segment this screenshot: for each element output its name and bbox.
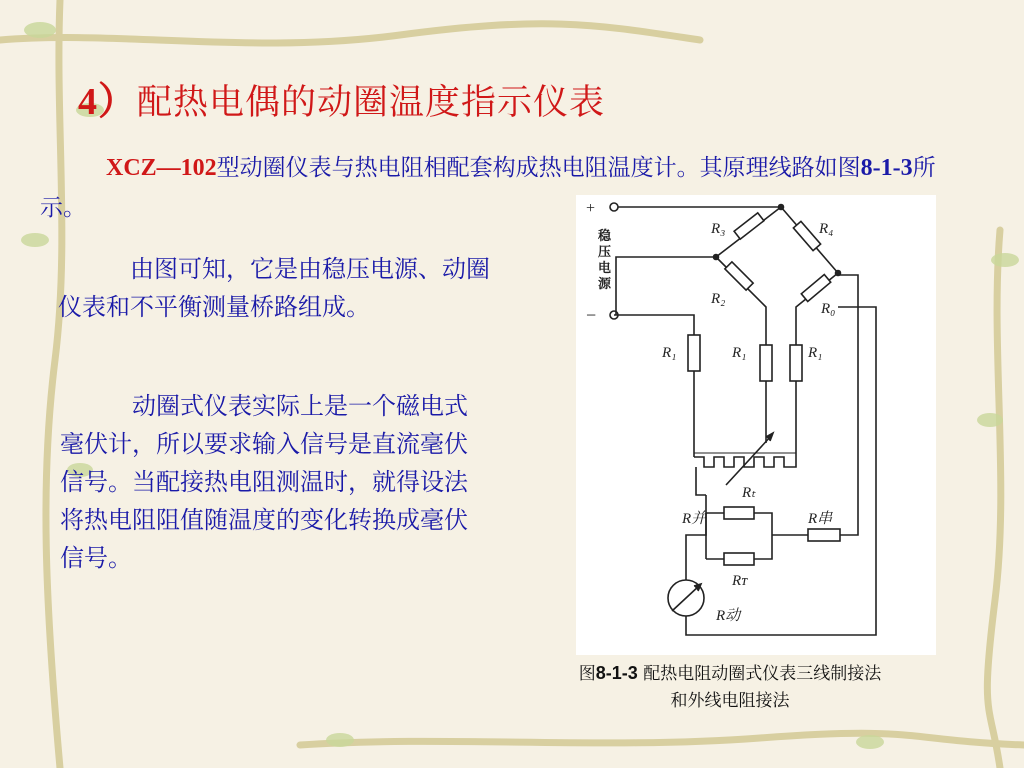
wire-to-meter-left [696,467,706,495]
figure-caption [500,660,960,715]
label-r0: R₀ [821,301,836,317]
circuit-diagram [576,195,936,655]
caption-line-1 [500,660,960,688]
resistor-r0 [801,275,830,302]
figure-ref: 8-1-3 [860,155,913,181]
title-number: 4） [78,81,138,123]
source-char-1: 稳 [598,228,612,243]
resistor-r3 [734,213,764,239]
plus-terminal [610,203,618,211]
wire-source-minus [616,257,716,315]
resistor-rt-small [724,507,754,519]
model-number: XCZ—102 [106,155,217,181]
source-char-2: 压 [598,244,612,259]
label-r4: R₄ [819,221,834,237]
resistor-r1-left [688,335,700,371]
label-r3: R₃ [711,221,726,237]
plus-sign: + [586,200,596,217]
source-char-3: 电 [598,260,612,275]
label-r-parallel: R并 [682,511,707,527]
source-label [597,228,612,291]
label-r1-mid: R₁ [732,345,747,361]
caption-number: 8-1-3 [595,663,638,683]
resistor-r1-right [790,345,802,381]
wire-left-branch [614,315,694,335]
resistor-r4 [793,221,820,250]
minus-sign: − [586,305,597,325]
label-r-series: R串 [808,511,833,527]
label-r1-right: R₁ [808,345,823,361]
caption-line-2: 和外线电阻接法 [670,691,790,711]
wire-series-right [838,275,858,535]
intro-end: 所示。 [40,155,936,221]
paragraph-composition: 由图可知，它是由稳压电源、动圈仪表和不平衡测量桥路组成。 [58,255,490,321]
label-r2: R₂ [711,291,726,307]
resistor-r2 [725,262,753,290]
slide-title [78,70,605,125]
label-r-T: Rᴛ [732,573,747,589]
resistor-r1-mid [760,345,772,381]
rtd-arrow [726,435,772,485]
resistor-r-T [724,553,754,565]
wire-parallel-right [754,513,772,559]
paragraph-principle: 动圈式仪表实际上是一个磁电式毫伏计，所以要求输入信号是直流毫伏信号。当配接热电阻测温时，就得设法将热电阻阻值随温度的变化转换成毫伏信号。 [60,392,468,572]
intro-text: 型动圈仪表与热电阻相配套构成热电阻温度计。其原理线路如图 [216,155,861,181]
source-char-4: 源 [598,276,612,291]
label-r-moving: R动 [716,608,741,624]
wire-left-down [686,495,706,580]
caption-prefix: 图 [578,664,596,684]
wire-parallel-left [706,513,724,559]
label-rt-small: Rₜ [742,485,756,501]
label-r1-left: R₁ [662,345,677,361]
resistor-r-series [808,529,840,541]
caption-text-1: 配热电阻动圈式仪表三线制接法 [643,664,882,684]
wire-meter-return [686,307,876,635]
title-text: 配热电偶的动圈温度指示仪表 [137,83,606,123]
